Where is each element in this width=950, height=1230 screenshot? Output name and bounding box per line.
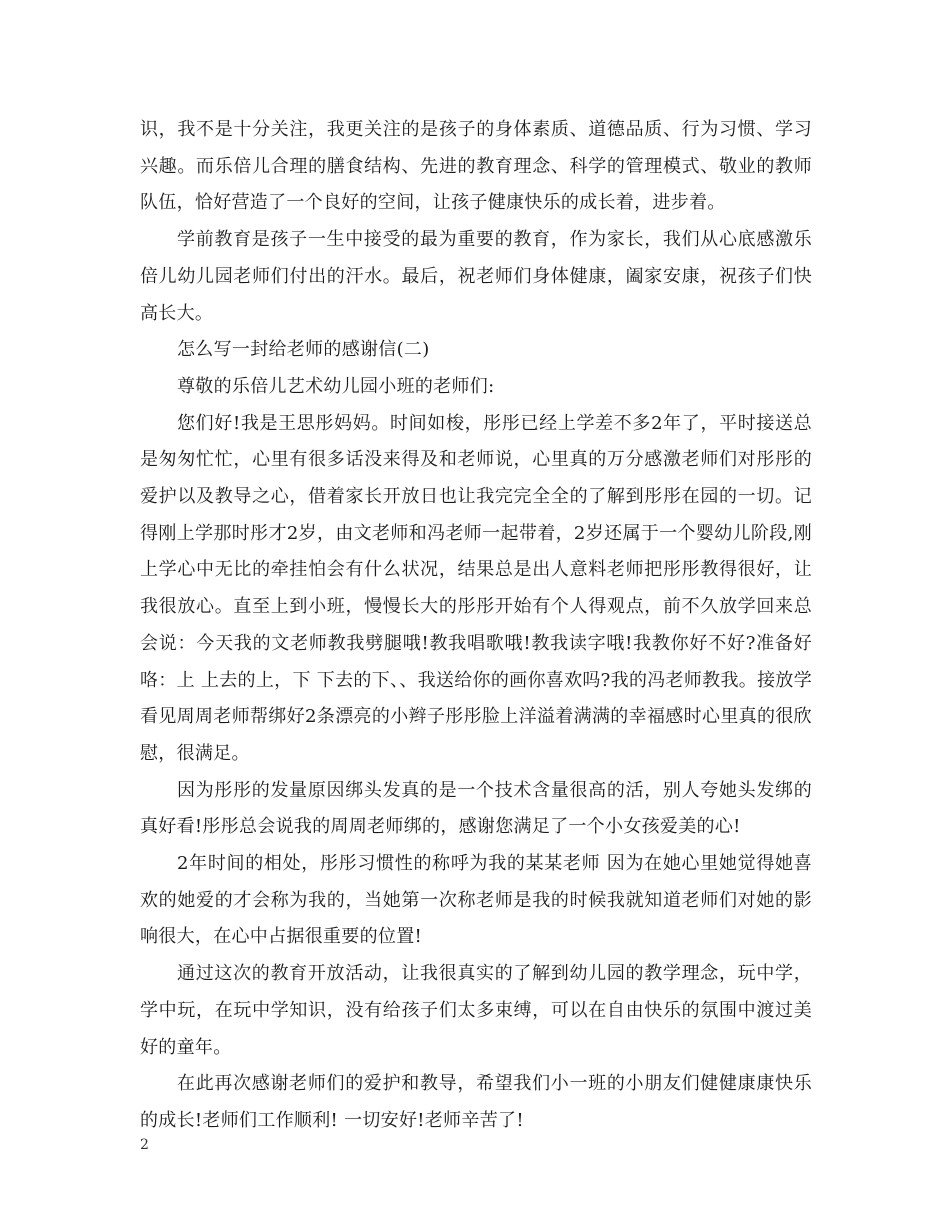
document-body	[140, 112, 812, 1140]
paragraph-closing-wishes: 学前教育是孩子一生中接受的最为重要的教育，作为家长，我们从心底感激乐倍儿幼儿园老师们付出的汗水。最后，祝老师们身体健康，阖家安康，祝孩子们快高长大。	[140, 229, 812, 324]
section-heading: 怎么写一封给老师的感谢信(二)	[177, 339, 430, 361]
paragraph-two-years: 2年时间的相处，彤彤习惯性的称呼为我的某某老师 因为在她心里她觉得她喜欢的她爱的才会称为我的，当她第一次称老师是我的时候我就知道老师们对她的影响很大，在心中占据很重要的位置!	[140, 853, 812, 948]
paragraph-thanks: 在此再次感谢老师们的爱护和教导，希望我们小一班的小朋友们健健康康快乐的成长!老师们工作顺利! 一切安好!老师辛苦了!	[140, 1073, 812, 1131]
paragraph-greeting: 您们好!我是王思彤妈妈。时间如梭，彤彤已经上学差不多2年了，平时接送总是匆匆忙忙，心里有很多话没来得及和老师说，心里真的万分感激老师们对彤彤的爱护以及教导之心，借着家长开放日也让我完完全全的了解到彤彤在园的一切。记得刚上学那时彤才2岁，由文老师和冯老师一起带着，2岁还属于一个婴幼儿阶段,刚上学心中无比的牵挂怕会有什么状况，结果总是出人意料老师把彤彤教得很好，让我很放心。直至上到小班，慢慢长大的彤彤开始有个人得观点，前不久放学回来总会说：今天我的文老师教我劈腿哦!教我唱歌哦!教我读字哦!我教你好不好?准备好咯：上 上去的上，下 下去的下、、我送给你的画你喜欢吗?我的冯老师教我。接放学看见周周老师帮绑好2条漂亮的小辫子彤彤脸上洋溢着满满的幸福感时心里真的很欣慰，很满足。	[140, 412, 812, 764]
letter-salutation: 尊敬的乐倍儿艺术幼儿园小班的老师们:	[177, 375, 495, 397]
page-number: 2	[140, 1137, 149, 1153]
paragraph-open-day: 通过这次的教育开放活动，让我很真实的了解到幼儿园的教学理念，玩中学，学中玩，在玩中学知识，没有给孩子们太多束缚，可以在自由快乐的氛围中渡过美好的童年。	[140, 963, 812, 1058]
paragraph-hair: 因为彤彤的发量原因绑头发真的是一个技术含量很高的活，别人夸她头发绑的真好看!彤彤总会说我的周周老师绑的，感谢您满足了一个小女孩爱美的心!	[140, 779, 812, 838]
paragraph-continuation: 识，我不是十分关注，我更关注的是孩子的身体素质、道德品质、行为习惯、学习兴趣。而乐倍儿合理的膳食结构、先进的教育理念、科学的管理模式、敬业的教师队伍，恰好营造了一个良好的空间，让孩子健康快乐的成长着，进步着。	[140, 119, 812, 214]
